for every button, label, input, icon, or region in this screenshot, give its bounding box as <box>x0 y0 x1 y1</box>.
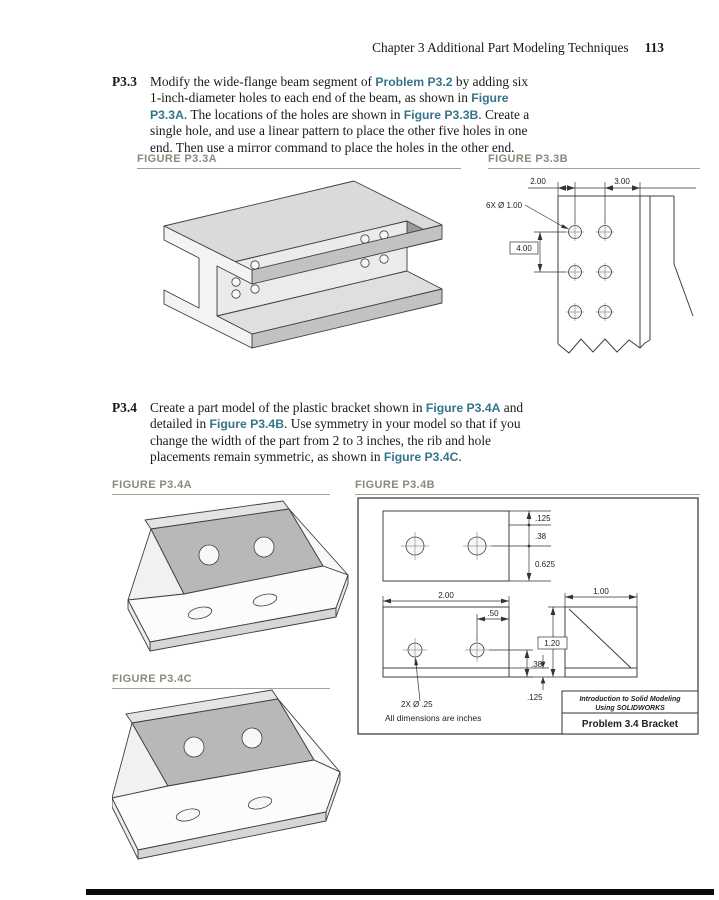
figure-label-p33b: FIGURE P3.3B <box>488 153 700 169</box>
text-segment: . Use symmetry in your model so that if you change the width of the part from 2 to 3 inches, the rib and hole placements remain symmetric, as shown in <box>150 416 521 465</box>
dim-125-top: .125 <box>535 514 551 523</box>
beam-isometric <box>164 181 442 348</box>
text-segment: . Create a single hole, and use a linear pattern to place the other five holes in one end. Then use a mirror command to place the holes in the other end. <box>150 106 530 155</box>
text-segment: . The locations of the holes are shown in <box>183 106 404 122</box>
slant-hole <box>242 728 262 748</box>
figure-p34c-drawing <box>112 688 362 880</box>
text-segment: by adding six 1-inch-diameter holes to each end of the beam, as shown in <box>150 74 529 106</box>
problem-text <box>150 74 533 156</box>
dim-38-top: .38 <box>535 532 547 541</box>
figure-p33a-drawing <box>150 166 470 366</box>
figure-p34a-drawing <box>112 496 352 678</box>
problem-text <box>150 400 542 466</box>
text-segment: and detailed in <box>150 400 524 432</box>
figure-label-p33a: FIGURE P3.3A <box>137 153 461 169</box>
dim-3-00: 3.00 <box>614 177 630 186</box>
slant-hole <box>254 537 274 557</box>
title-block-series-line2: Using SOLIDWORKS <box>595 705 665 712</box>
figure-reference: Figure P3.3A <box>150 91 509 122</box>
title-block-series-line1: Introduction to Solid Modeling <box>579 696 681 703</box>
figure-reference: Figure P3.3B <box>403 107 479 122</box>
title-block-problem-name: Problem 3.4 Bracket <box>581 719 679 730</box>
dim-holes-callout: 6X Ø 1.00 <box>486 201 523 210</box>
dim-2-00: 2.00 <box>530 177 546 186</box>
figure-label-p34a: FIGURE P3.4A <box>112 479 330 495</box>
text-segment: Modify the wide-flange beam segment of <box>150 74 376 89</box>
dim-1-00: 1.00 <box>593 587 609 596</box>
bracket-isometric <box>128 501 348 651</box>
bracket-wide-isometric <box>112 690 340 859</box>
figure-label-p34b: FIGURE P3.4B <box>355 479 700 495</box>
dim-0625: 0.625 <box>535 560 556 569</box>
figure-p34b-drawing <box>355 495 701 741</box>
figure-p33b-drawing <box>478 172 713 377</box>
problem-p33 <box>112 74 533 156</box>
page-header <box>372 40 664 56</box>
figure-reference: Figure P3.4A <box>425 401 501 415</box>
figure-label-p34c: FIGURE P3.4C <box>112 673 330 689</box>
slant-hole <box>184 737 204 757</box>
text-segment: Create a part model of the plastic bracket shown in <box>150 400 426 415</box>
dim-2-00: 2.00 <box>438 591 454 600</box>
dim-50: .50 <box>487 609 499 618</box>
figure-reference: Figure P3.4C <box>383 450 459 465</box>
title-block <box>562 691 698 734</box>
break-line <box>558 339 650 353</box>
dim-4-00: 4.00 <box>516 244 532 253</box>
dim-holes-callout: 2X Ø .25 <box>401 700 433 709</box>
dim-38-front: .38 <box>531 660 543 669</box>
running-head: Chapter 3 Additional Part Modeling Techniques <box>372 40 629 55</box>
holes-6x <box>566 223 614 321</box>
page-bottom-edge <box>86 889 714 895</box>
slant-hole <box>199 545 219 565</box>
dimensions-note: All dimensions are inches <box>385 713 482 723</box>
figure-reference: Problem P3.2 <box>375 75 453 89</box>
dim-125-front: .125 <box>527 693 543 702</box>
problem-p34 <box>112 400 542 466</box>
figure-reference: Figure P3.4B <box>209 417 284 432</box>
problem-number: P3.4 <box>112 400 137 415</box>
text-segment: . <box>458 449 462 465</box>
problem-number: P3.3 <box>112 74 137 89</box>
page-number: 113 <box>644 40 664 55</box>
dim-1-20: 1.20 <box>544 639 560 648</box>
